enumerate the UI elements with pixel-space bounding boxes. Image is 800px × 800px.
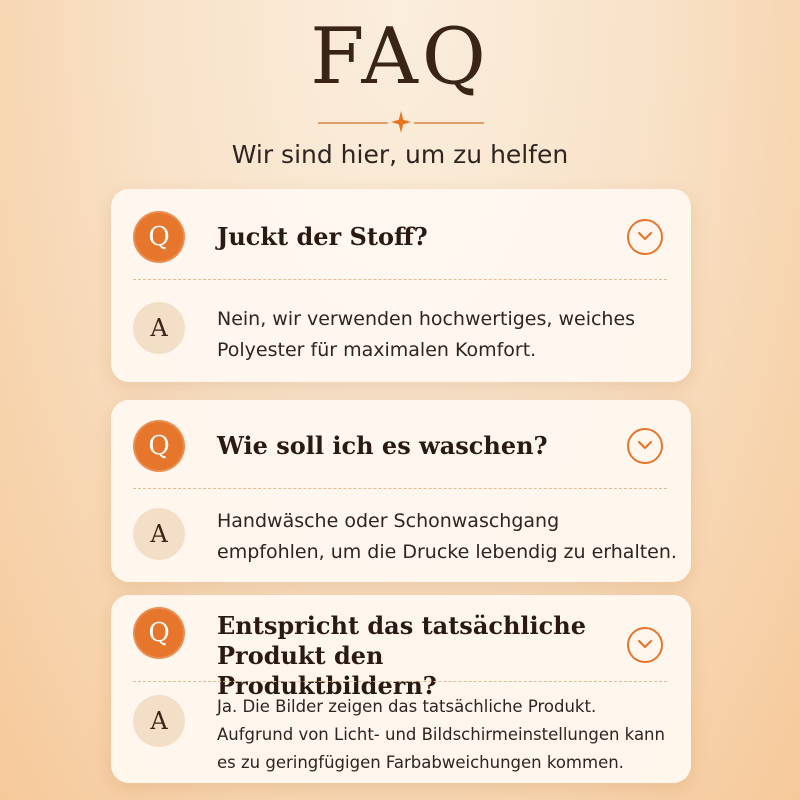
answer-line: Polyester für maximalen Komfort. xyxy=(217,339,537,361)
answer-line: es zu geringfügigen Farbabweichungen kommen. xyxy=(217,753,624,772)
faq-answer xyxy=(217,693,677,777)
chevron-down-icon[interactable] xyxy=(627,627,663,663)
chevron-down-icon[interactable] xyxy=(627,428,663,464)
answer-line: empfohlen, um die Drucke lebendig zu erhalten. xyxy=(217,541,677,563)
divider-line-right xyxy=(414,122,484,124)
answer-line: Nein, wir verwenden hochwertiges, weiches xyxy=(217,308,636,330)
faq-answer xyxy=(217,506,677,568)
faq-header xyxy=(0,0,800,180)
question-badge: Q xyxy=(133,420,185,472)
title-divider xyxy=(318,122,484,124)
dashed-separator xyxy=(133,681,667,682)
faq-item[interactable] xyxy=(111,595,691,783)
question-line: Entspricht das tatsächliche xyxy=(217,611,586,640)
chevron-down-icon[interactable] xyxy=(627,219,663,255)
question-badge: Q xyxy=(133,211,185,263)
faq-answer xyxy=(217,304,677,366)
answer-line: Aufgrund von Licht- und Bildschirmeinstellungen kann xyxy=(217,725,665,744)
dashed-separator xyxy=(133,488,667,489)
answer-badge: A xyxy=(133,508,185,560)
question-line: Produkt den Produktbildern? xyxy=(217,641,437,700)
page-title: FAQ xyxy=(310,12,490,102)
answer-badge: A xyxy=(133,302,185,354)
dashed-separator xyxy=(133,279,667,280)
answer-line: Handwäsche oder Schonwaschgang xyxy=(217,510,560,532)
sparkle-icon xyxy=(391,111,411,133)
divider-line-left xyxy=(318,122,388,124)
faq-item[interactable] xyxy=(111,400,691,582)
faq-item[interactable] xyxy=(111,189,691,382)
faq-question[interactable]: Juckt der Stoff? xyxy=(217,222,428,251)
answer-line: Ja. Die Bilder zeigen das tatsächliche Produkt. xyxy=(217,697,597,716)
answer-badge: A xyxy=(133,695,185,747)
faq-question[interactable] xyxy=(217,611,611,701)
question-badge: Q xyxy=(133,607,185,659)
faq-question[interactable]: Wie soll ich es waschen? xyxy=(217,431,548,460)
page-subtitle: Wir sind hier, um zu helfen xyxy=(231,140,569,169)
